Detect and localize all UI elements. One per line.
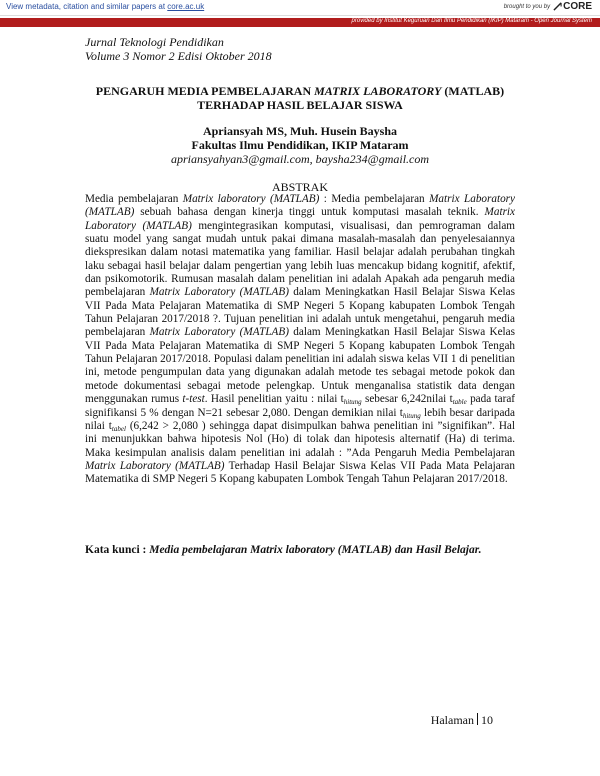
provider-band (0, 18, 600, 27)
keywords (85, 543, 515, 557)
page-number: 10 (481, 713, 493, 727)
journal-name: Jurnal Teknologi Pendidikan (85, 35, 224, 49)
keywords-label: Kata kunci : (85, 544, 150, 556)
core-domain-link[interactable]: core.ac.uk (167, 2, 205, 11)
journal-header (85, 35, 272, 63)
top-banner (0, 0, 600, 16)
author-names: Apriansyah MS, Muh. Husein Baysha (202, 124, 398, 138)
page-label: Halaman (430, 713, 474, 727)
page-separator (477, 713, 478, 725)
core-logo-text: CORE (563, 1, 592, 12)
core-badge[interactable] (504, 1, 592, 12)
paper-title (85, 84, 515, 112)
journal-volume: Volume 3 Nomor 2 Edisi Oktober 2018 (85, 49, 272, 63)
metadata-link[interactable]: View metadata, citation and similar papers at core.ac.uk (6, 2, 205, 11)
title-line-2: TERHADAP HASIL BELAJAR SISWA (197, 98, 403, 112)
author-affiliation: Fakultas Ilmu Pendidikan, IKIP Mataram (191, 138, 409, 152)
title-line-1: PENGARUH MEDIA PEMBELAJARAN MATRIX LABORATORY (MATLAB) (95, 84, 505, 98)
keywords-value: Media pembelajaran Matrix laboratory (MATLAB) dan Hasil Belajar. (149, 544, 482, 556)
core-logo (553, 1, 592, 12)
page-footer (431, 713, 493, 727)
brought-by-text: brought to you by (503, 3, 551, 10)
abstract-body: Media pembelajaran Matrix laboratory (MATLAB) : Media pembelajaran Matrix Laboratory (MATLAB) sebuah bahasa dengan kinerja tinggi untuk komputasi masalah teknik. Matrix Laboratory (MATLAB) mengintegrasikan komputasi, visualisasi, dan pemrograman dalam suatu model yang sangat mudah untuk pakai dimana masalah-masalah dan penyelesaiannya diekspresikan dalam notasi matematika yang familiar. Hasil belajar adalah perubahan tingkah laku sebagai hasil belajar dalam pengertian yang lebih luas mencakup bidang kognitif, afektif, dan psikomotorik. Rumusan masalah dalam penelitian ini adalah Apakah ada pengaruh media pembelajaran Matrix Laboratory (MATLAB) dalam Meningkatkan Hasil Belajar Siswa Kelas VII Pada Mata Pelajaran Matematika di SMP Negeri 5 Kopang kabupaten Lombok Tengah Tahun Pelajaran 2017/2018 ?. Tujuan penelitian ini adalah untuk mengetahui, pengaruh media pembelajaran Matrix Laboratory (MATLAB) dalam Meningkatkan Hasil Belajar Siswa Kelas VII Pada Mata Pelajaran Matematika di SMP Negeri 5 Kopang kabupaten Lombok Tengah Tahun Pelajaran 2017/2018. Populasi dalam penelitian ini adalah siswa kelas VII 1 di penelitian ini, metode pengumpulan data yang digunakan adalah metode tes sebagai metode pokok dan metode dokumentasi sebagai metode pelengkap. Untuk menganalisa statistik data dengan menggunakan rumus t-test. Hasil penelitian yaitu : nilai $t_{hitung}$ sebesar 6,242nilai $t_{table}$ pada taraf signifikansi 5 % dengan N=21 sebesar 2,080. Dengan demikian nilai $t_{hitung}$ lebih besar daripada nilai $t_{tabel}$ (6,242 > 2,080 ) sehingga dapat disimpulkan bahwa penelitian ini ”signifikan”. Hal ini menunjukkan bahwa hipotesis Nol (Ho) di tolak dan hipotesis alternatif (Ha) di terima. Maka kesimpulan analisis dalam penelitian ini adalah : ”Ada Pengaruh Media Pembelajaran Matrix Laboratory (MATLAB) Terhadap Hasil Belajar Siswa Kelas VII Pada Mata Pelajaran Matematika di SMP Negeri 5 Kopang kabupaten Lombok Tengah Tahun Pelajaran 2017/2018. (85, 193, 516, 486)
abstract-heading: ABSTRAK (271, 180, 328, 194)
provider-text[interactable]: provided by Institut Keguruan Dan Ilmu Pendidikan (IKIP) Mataram - Open Journal System (351, 18, 592, 24)
core-logo-icon (553, 2, 562, 11)
author-emails: apriansyahyan3@gmail.com, baysha234@gmail.com (170, 152, 430, 166)
author-block (85, 124, 515, 152)
